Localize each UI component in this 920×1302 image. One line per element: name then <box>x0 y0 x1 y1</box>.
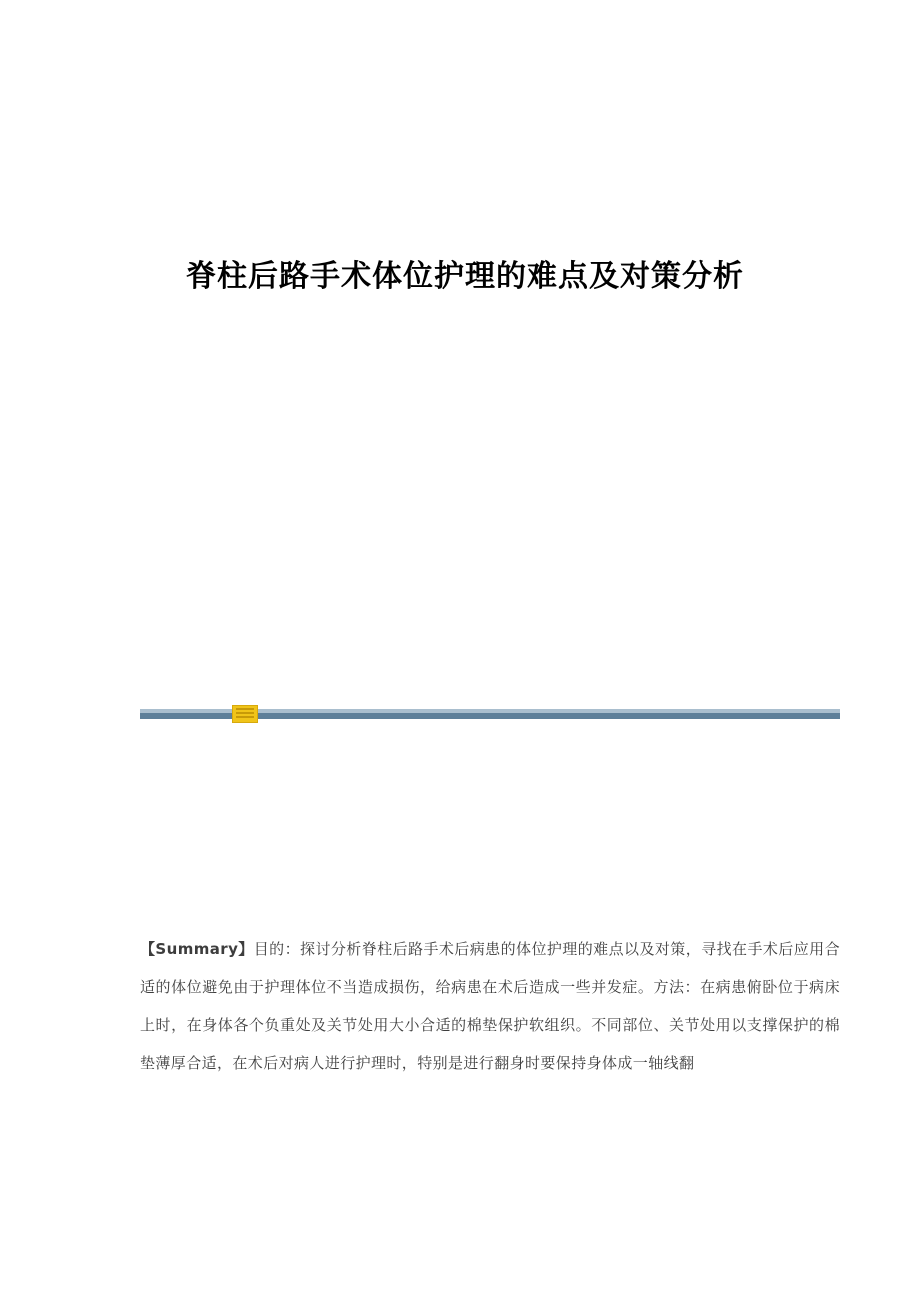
summary-paragraph <box>140 930 840 1082</box>
bookmark-icon <box>232 705 258 723</box>
summary-text: 目的：探讨分析脊柱后路手术后病患的体位护理的难点以及对策，寻找在手术后应用合适的体位避免由于护理体位不当造成损伤，给病患在术后造成一些并发症。方法：在病患俯卧位于病床上时，在身体各个负重处及关节处用大小合适的棉垫保护软组织。不同部位、关节处用以支撑保护的棉垫薄厚合适，在术后对病人进行护理时，特别是进行翻身时要保持身体成一轴线翻 <box>140 940 840 1072</box>
page-title: 脊柱后路手术体位护理的难点及对策分析 <box>186 259 744 294</box>
section-divider <box>140 705 840 723</box>
title-block <box>140 252 790 302</box>
summary-label: 【Summary】 <box>140 940 254 958</box>
